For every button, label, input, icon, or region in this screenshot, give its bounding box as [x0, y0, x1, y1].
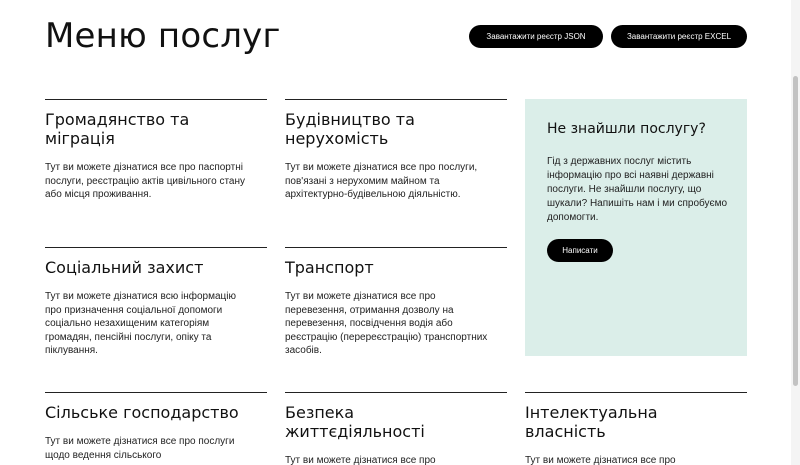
service-card-social-protection[interactable]: [45, 247, 267, 358]
service-card-citizenship[interactable]: [45, 99, 267, 202]
card-title[interactable]: Сільське господарство: [45, 403, 239, 422]
service-card-transport[interactable]: [285, 247, 507, 358]
service-card-life-safety[interactable]: [285, 392, 507, 465]
card-description: Тут ви можете дізнатися все про: [285, 455, 436, 465]
card-description: Тут ви можете дізнатися все про послуги, пов'язані з нерухомим майном та архітектурно-будівельною діяльністю.: [285, 162, 478, 200]
card-description: Тут ви можете дізнатися всю інформацію про призначення соціальної допомоги соціально незахищеним категоріям громадян, пенсійні послуги, опіку та піклування.: [45, 291, 236, 356]
help-box: [525, 99, 747, 356]
help-title: Не знайшли послугу?: [547, 121, 706, 137]
card-title[interactable]: Будівництво та нерухомість: [285, 110, 415, 148]
write-us-button[interactable]: Написати: [547, 239, 613, 262]
scrollbar[interactable]: [791, 0, 800, 465]
service-card-construction[interactable]: [285, 99, 507, 202]
card-title[interactable]: Транспорт: [285, 258, 374, 277]
card-description: Тут ви можете дізнатися все про паспортні послуги, реєстрацію актів цивільного стану або місця проживання.: [45, 162, 245, 200]
card-description: Тут ви можете дізнатися все про послуги щодо ведення сільського: [45, 436, 235, 461]
download-excel-button[interactable]: Завантажити реєстр EXCEL: [611, 25, 747, 48]
help-text: Гід з державних послуг містить інформацію про всі наявні державні послуги. Не знайшли послугу, що шукали? Напишіть нам і ми спробуємо допомогти.: [547, 156, 728, 223]
card-title[interactable]: Громадянство та міграція: [45, 110, 190, 148]
service-card-intellectual-property[interactable]: [525, 392, 747, 465]
card-title[interactable]: Безпека життєдіяльності: [285, 403, 425, 441]
download-json-button[interactable]: Завантажити реєстр JSON: [469, 25, 603, 48]
page-title: Меню послуг: [45, 16, 281, 56]
card-description: Тут ви можете дізнатися все про перевезення, отримання дозволу на перевезення, посвідчення водія або реєстрацію (перереєстрацію) транспортних засобів.: [285, 291, 488, 356]
scrollbar-thumb[interactable]: [793, 76, 798, 386]
service-card-agriculture[interactable]: [45, 392, 267, 462]
card-description: Тут ви можете дізнатися все про: [525, 455, 676, 465]
card-title[interactable]: Соціальний захист: [45, 258, 204, 277]
card-title[interactable]: Інтелектуальна власність: [525, 403, 658, 441]
